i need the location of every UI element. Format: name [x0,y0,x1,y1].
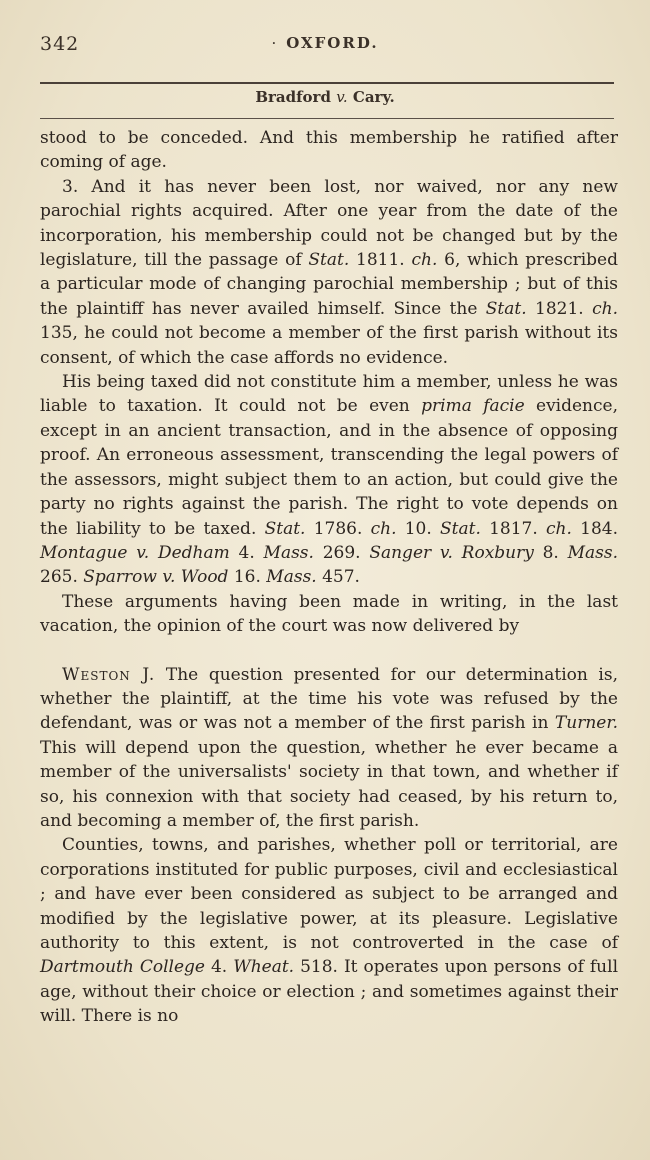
case-title-defendant: Cary. [352,88,395,106]
case-title-plaintiff: Bradford [255,88,331,106]
case-title-versus: v. [336,88,348,106]
page-header [0,33,650,61]
running-title-text: OXFORD. [286,34,379,52]
page-number: 342 [40,33,80,55]
judge-name: Weston J. [62,664,156,685]
paragraph-2: 3. And it has never been lost, nor waived, nor any new parochial rights acquired. After one year from the date of the incorporation, his membership could not be changed but by the legislature, till the passage of Stat. 1811. ch. 6, which prescribed a particular mode of changing parochial membership ; but of this the plaintiff has never availed himself. Since the Stat. 1821. ch. 135, he could not become a member of the first parish without its consent, of which the case affords no evidence. [40,176,619,368]
paragraph-opinion: Weston J. The question presented for our determination is, whether the plaintiff, at the time his vote was refused by the defendant, was or was not a member of the first parish in Turner. This will depend upon the question, whether he ever became a member of the universalists' society in that town, and whether if so, his connexion with that society had ceased, by his return to, and becoming a member of, the first parish. [40,664,618,831]
paragraph-3: His being taxed did not constitute him a member, unless he was liable to taxation. It could not be even prima facie evidence, except in an ancient transaction, and in the absence of opposing proof. An erroneous assessment, transcending the legal powers of the assessors, might subject them to an action, but could give the party no rights against the parish. The right to vote depends on the liability to be taxed. Stat. 1786. ch. 10. Stat. 1817. ch. 184. Montague v. Dedham 4. Mass. 269. Sanger v. Roxbury 8. Mass. 265. Sparrow v. Wood 16. Mass. 457. [40,372,619,588]
paragraph-6: Counties, towns, and parishes, whether poll or territorial, are corporations instituted for public purposes, civil and ecclesiastical ; and have ever been considered as subject to be arranged and modified by the legislative power, at its pleasure. Legislative authority to this extent, is not controverted in the case of Dartmouth College 4. Wheat. 518. It operates upon persons of full age, without their choice or election ; and sometimes against their will. There is no [40,835,619,1027]
header-rule [40,82,614,84]
running-title [0,34,650,52]
case-title [0,88,650,106]
paragraph-1: stood to be conceded. And this membership he ratified after coming of age. [40,128,618,173]
page-body [40,126,618,1029]
header-dot: · [271,34,279,52]
paragraph-4: These arguments having been made in writing, in the last vacation, the opinion of the court was now delivered by [40,591,618,637]
case-title-rule [40,118,614,119]
